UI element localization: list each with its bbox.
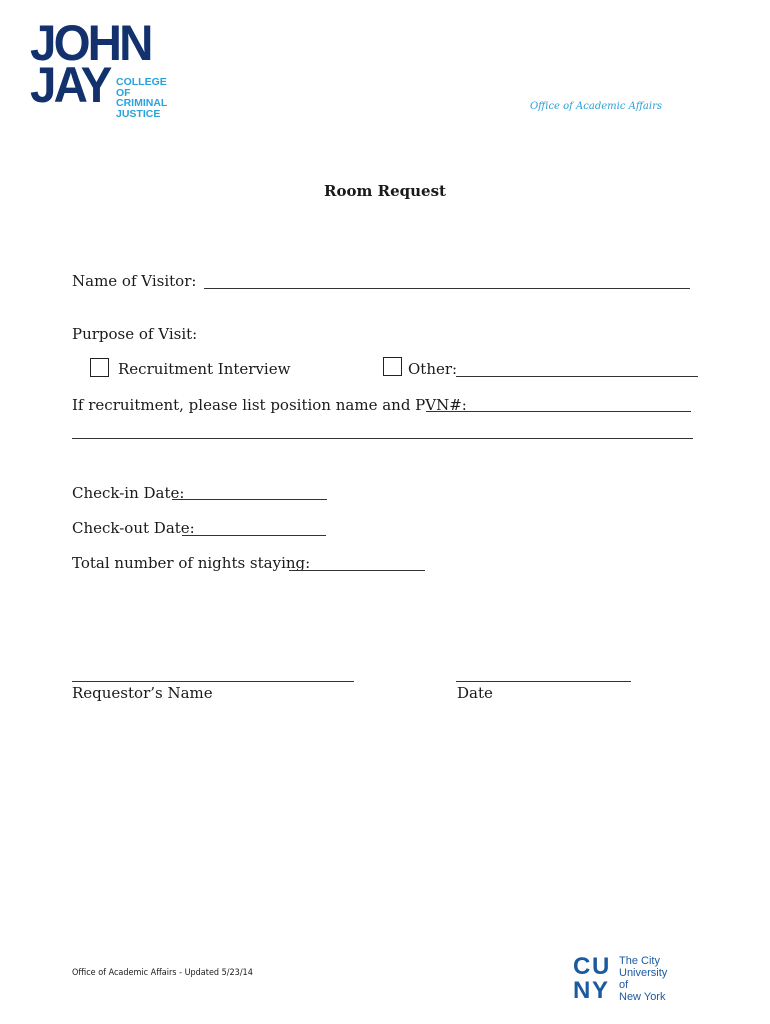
checkout-date-field[interactable]: [182, 535, 326, 536]
other-purpose-field[interactable]: [456, 376, 698, 377]
checkin-date-field[interactable]: [172, 499, 327, 500]
office-header: Office of Academic Affairs: [529, 101, 662, 112]
requestor-name-field[interactable]: [72, 681, 354, 682]
cuny-tagline-line: New York: [619, 991, 666, 1003]
nights-label: Total number of nights staying:: [72, 554, 311, 572]
recruitment-option-label: Recruitment Interview: [118, 360, 291, 378]
other-option-label: Other:: [408, 360, 458, 378]
recruitment-prompt: If recruitment, please list position name and PVN#:: [72, 396, 467, 414]
visitor-name-field[interactable]: [204, 288, 690, 289]
logo-college-line: JUSTICE: [116, 107, 161, 120]
cuny-tagline-line: University: [619, 967, 668, 979]
logo-word-jay: JAY: [30, 57, 110, 113]
visitor-label: Name of Visitor:: [72, 272, 197, 290]
form-title: Room Request: [324, 182, 446, 200]
date-field[interactable]: [456, 681, 631, 682]
nights-field[interactable]: [289, 570, 425, 571]
logo-college-line: COLLEGE: [116, 76, 167, 88]
cuny-letter: Y: [592, 977, 608, 1004]
date-label: Date: [457, 684, 493, 702]
position-pvn-field[interactable]: [426, 411, 691, 412]
purpose-label: Purpose of Visit:: [72, 325, 198, 343]
position-pvn-field-continued[interactable]: [72, 438, 693, 439]
cuny-letters: [573, 955, 613, 1003]
cuny-tagline-line: of: [619, 979, 629, 991]
other-checkbox[interactable]: [383, 357, 402, 376]
cuny-letter: C: [573, 953, 590, 980]
checkin-label: Check-in Date:: [72, 484, 185, 502]
cuny-logo: [573, 955, 673, 1005]
logo-college-text: [116, 77, 167, 119]
logo-word-john: JOHN: [30, 15, 151, 71]
cuny-letter: N: [573, 977, 590, 1004]
requestor-label: Requestor’s Name: [72, 684, 213, 702]
cuny-tagline: [619, 955, 667, 1003]
checkout-label: Check-out Date:: [72, 519, 195, 537]
recruitment-checkbox[interactable]: [90, 358, 109, 377]
footer-text: Office of Academic Affairs - Updated 5/23/14: [72, 968, 253, 978]
logo-college-line: OF: [116, 86, 131, 99]
john-jay-logo: [30, 15, 168, 122]
logo-college-line: CRIMINAL: [116, 97, 168, 109]
cuny-tagline-line: The City: [619, 955, 660, 967]
cuny-letter: U: [592, 953, 609, 980]
